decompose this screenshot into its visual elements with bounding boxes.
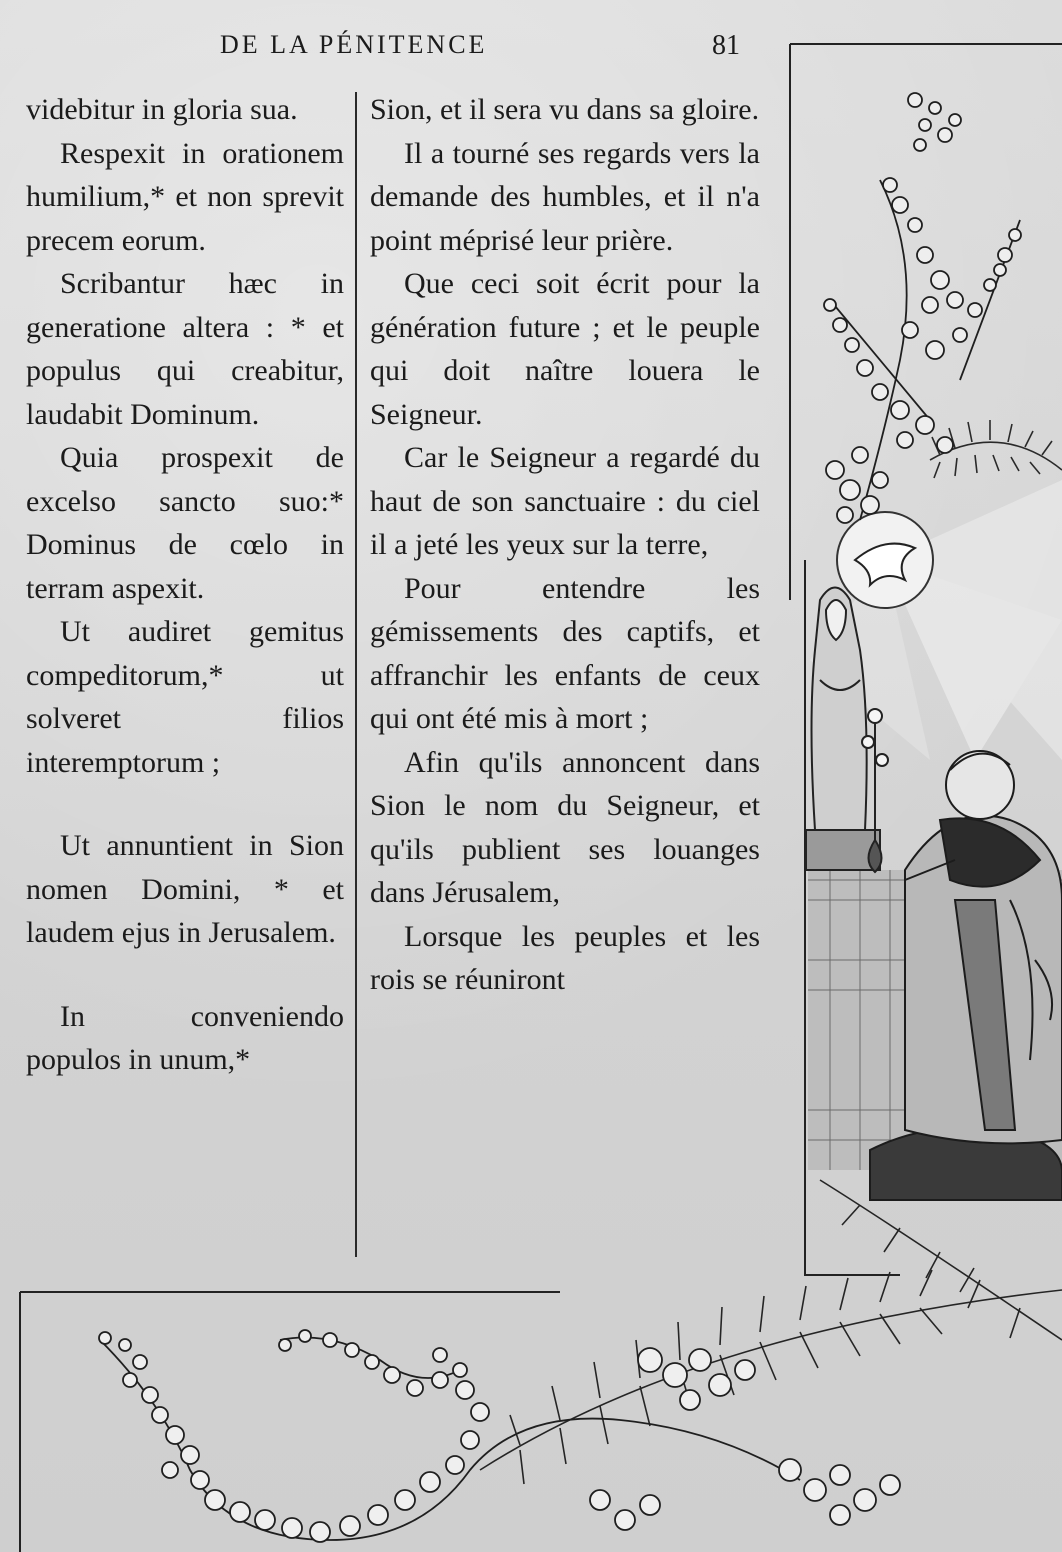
latin-verse: Respexit in orationem humilium,* et non sprevit precem eorum. [26,136,344,257]
madonna-statue [806,588,880,871]
french-verse: Sion, et il sera vu dans sa gloire. [370,93,760,126]
latin-verse: Ut audiret gemitus compeditorum,* ut solveret filios interemptorum ; [26,615,344,779]
column-divider [355,92,357,1257]
french-verse: Pour entendre les gémissements des captifs, et affranchir les enfants de ceux qui ont été mis à mort ; [370,571,760,735]
french-verse: Lorsque les peuples et les rois se réuniront [370,919,760,996]
dove-with-halo [837,512,933,608]
french-verse: Il a tourné ses regards vers la demande des humbles, et il n'a point méprisé leur prière. [370,136,760,257]
palm-frond-bottom [480,1180,1062,1484]
altar-wall [808,870,1062,1170]
latin-verse: videbitur in gloria sua. [26,93,298,126]
kneeling-pope [870,751,1062,1200]
french-verse: Afin qu'ils annoncent dans Sion le nom du Seigneur, et qu'ils publient ses louanges dans Jérusalem, [370,745,760,909]
section-title: DE LA PÉNITENCE [220,30,488,59]
french-verse: Car le Seigneur a regardé du haut de son sanctuaire : du ciel il a jeté les yeux sur la terre, [370,441,760,561]
running-head [0,30,790,66]
latin-column [26,88,344,1082]
mimosa-spray-top [824,93,1021,523]
french-column [370,88,760,1002]
lily-vase [862,709,888,872]
light-rays [810,480,1062,760]
french-verse: Que ceci soit écrit pour la génération future ; et le peuple qui doit naître louera le Seigneur. [370,267,760,431]
latin-verse: Scribantur hæc in generatione altera : * et populus qui creabitur, laudabit Dominum. [26,267,344,431]
latin-verse: In conveniendo populos in unum,* [26,999,344,1076]
mimosa-garland-bottom [99,1330,900,1542]
latin-verse: Ut annuntient in Sion nomen Domini, * et laudem ejus in Jerusalem. [26,829,344,949]
palm-frond [930,420,1062,478]
page-number: 81 [712,30,740,61]
latin-verse: Quia prospexit de excelso sancto suo:* Dominus de cœlo in terram aspexit. [26,441,344,605]
